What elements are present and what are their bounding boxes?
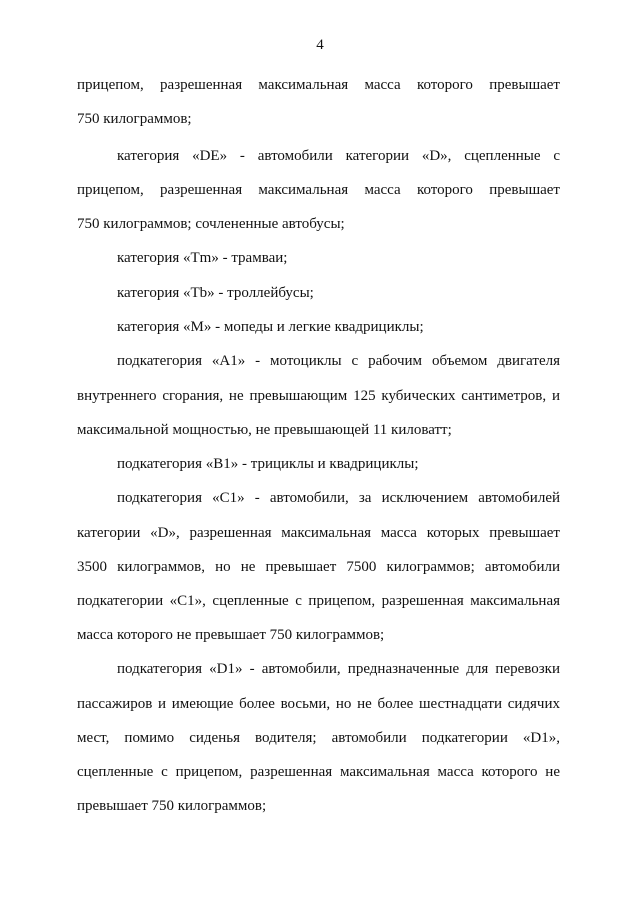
text-line: категория «Tb» - троллейбусы; <box>117 285 314 301</box>
text-line: прицепом, разрешенная максимальная масса которого превышает <box>77 182 560 198</box>
text-line: подкатегория «B1» - трициклы и квадрициклы; <box>117 456 419 472</box>
text-line: подкатегории «C1», сцепленные с прицепом, разрешенная максимальная <box>77 593 560 609</box>
page-number: 4 <box>316 37 324 53</box>
text-line: категория «DE» - автомобили категории «D», сцепленные с <box>117 148 560 164</box>
text-line: прицепом, разрешенная максимальная масса которого превышает <box>77 77 560 93</box>
text-line: масса которого не превышает 750 килограммов; <box>77 627 385 643</box>
text-line: подкатегория «D1» - автомобили, предназначенные для перевозки <box>117 661 560 677</box>
text-line: категории «D», разрешенная максимальная масса которых превышает <box>77 525 560 541</box>
text-line: категория «M» - мопеды и легкие квадрициклы; <box>117 319 424 335</box>
text-line: превышает 750 килограммов; <box>77 798 267 814</box>
text-line: мест, помимо сиденья водителя; автомобили подкатегории «D1», <box>77 730 560 746</box>
text-line: 750 килограммов; сочлененные автобусы; <box>77 216 345 232</box>
text-line: 3500 килограммов, но не превышает 7500 килограммов; автомобили <box>77 559 560 575</box>
text-line: сцепленные с прицепом, разрешенная максимальная масса которого не <box>77 764 560 780</box>
text-line: внутреннего сгорания, не превышающим 125 кубических сантиметров, и <box>77 388 560 404</box>
text-line: 750 килограммов; <box>77 111 192 127</box>
text-line: пассажиров и имеющие более восьми, но не более шестнадцати сидячих <box>77 696 560 712</box>
text-line: подкатегория «C1» - автомобили, за исключением автомобилей <box>117 490 560 506</box>
text-line: подкатегория «A1» - мотоциклы с рабочим объемом двигателя <box>117 353 560 369</box>
text-line: категория «Tm» - трамваи; <box>117 250 288 266</box>
text-line: максимальной мощностью, не превышающей 11 киловатт; <box>77 422 452 438</box>
